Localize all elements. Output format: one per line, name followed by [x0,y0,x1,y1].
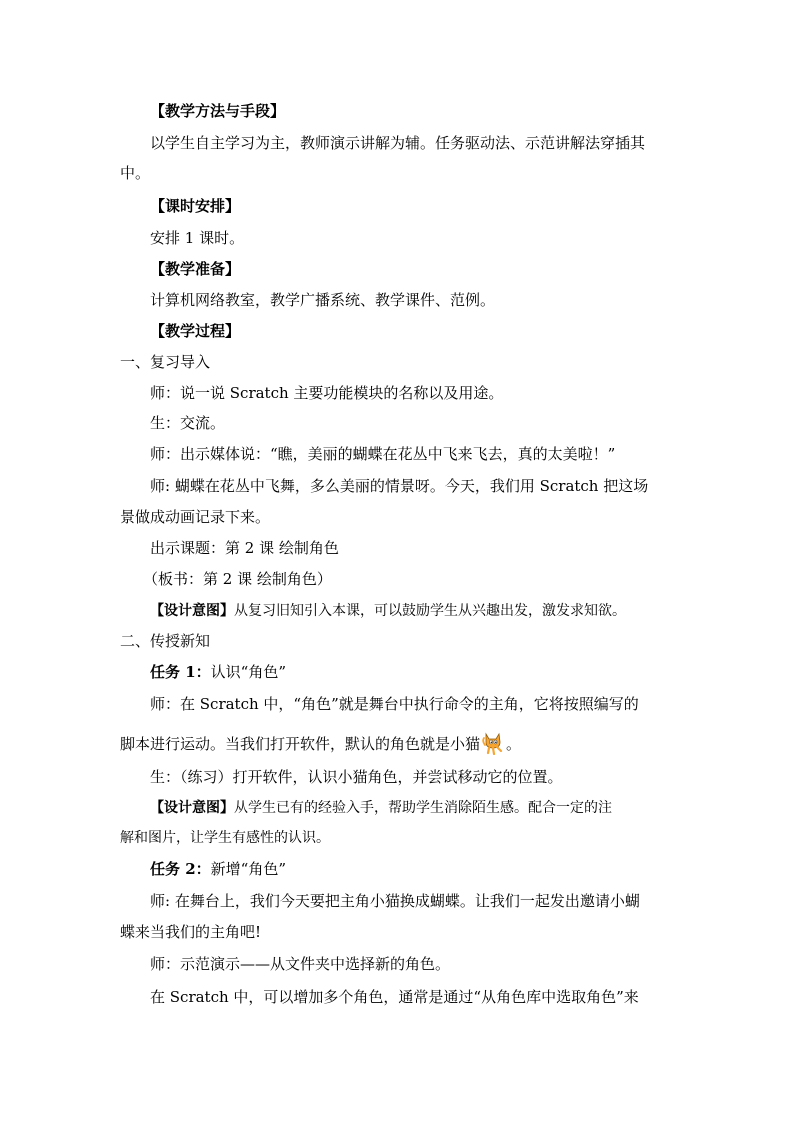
design-intent-tag: 【设计意图】 [150,603,234,619]
task-title: 新增“角色” [210,860,287,878]
paragraph-line: 以学生自主学习为主，教师演示讲解为辅。任务驱动法、示范讲解法穿插其 [150,134,646,152]
scratch-cat-icon [482,731,504,755]
paragraph-line: 生：交流。 [150,414,226,432]
task-label: 任务 2： [150,860,211,878]
task-heading [0,859,794,879]
subsection-heading-review: 一、复习导入 [120,353,211,371]
design-intent-text: 从复习旧知引入本课，可以鼓励学生从兴趣出发，激发求知欲。 [234,603,626,619]
paragraph-line: 师：示范演示——从文件夹中选择新的角色。 [150,955,451,973]
subsection-heading-teaching: 二、传授新知 [120,632,211,650]
paragraph-line: 安排 1 课时。 [150,229,245,247]
paragraph-line: 生：（练习）打开软件，认识小猫角色，并尝试移动它的位置。 [150,768,563,786]
section-heading-preparation: 【教学准备】 [150,260,241,278]
task-label: 任务 1： [150,663,211,681]
paragraph-line: 蝶来当我们的主角吧! [120,923,262,941]
design-intent-tag: 【设计意图】 [150,800,234,816]
paragraph-line: 在 Scratch 中，可以增加多个角色，通常是通过“从角色库中选取角色”来 [150,988,639,1006]
paragraph-line: 计算机网络教室，教学广播系统、教学课件、范例。 [150,291,496,309]
section-heading-methods: 【教学方法与手段】 [150,102,286,120]
paragraph-line: 师: 在舞台上，我们今天要把主角小猫换成蝴蝶。让我们一起发出邀请小蝴 [150,892,640,910]
design-intent-note [0,798,794,818]
design-intent-text: 从学生已有的经验入手，帮助学生消除陌生感。配合一定的注 [234,800,612,816]
paragraph-line: 景做成动画记录下来。 [120,508,271,526]
task-heading [0,662,794,682]
paragraph-line: 中。 [120,164,151,182]
paragraph-text: 脚本进行运动。当我们打开软件，默认的角色就是小猫 [120,735,481,753]
paragraph-line [0,731,794,755]
paragraph-line: 解和图片，让学生有感性的认识。 [120,830,330,846]
paragraph-line: 出示课题：第 2 课 绘制角色 [150,539,339,557]
paragraph-text: 。 [506,735,522,753]
paragraph-line: 师：在 Scratch 中，“角色”就是舞台中执行命令的主角，它将按照编写的 [150,695,639,713]
section-heading-schedule: 【课时安排】 [150,197,241,215]
paragraph-line: 师：说一说 Scratch 主要功能模块的名称以及用途。 [150,384,504,402]
task-title: 认识“角色” [210,663,287,681]
paragraph-line: 师: 蝴蝶在花丛中飞舞，多么美丽的情景呀。今天，我们用 Scratch 把这场 [150,477,649,495]
design-intent-note [0,601,794,621]
paragraph-line: （板书：第 2 课 绘制角色） [143,570,332,588]
section-heading-process: 【教学过程】 [150,322,241,340]
paragraph-line: 师：出示媒体说：“瞧，美丽的蝴蝶在花丛中飞来飞去，真的太美啦！” [150,445,616,463]
